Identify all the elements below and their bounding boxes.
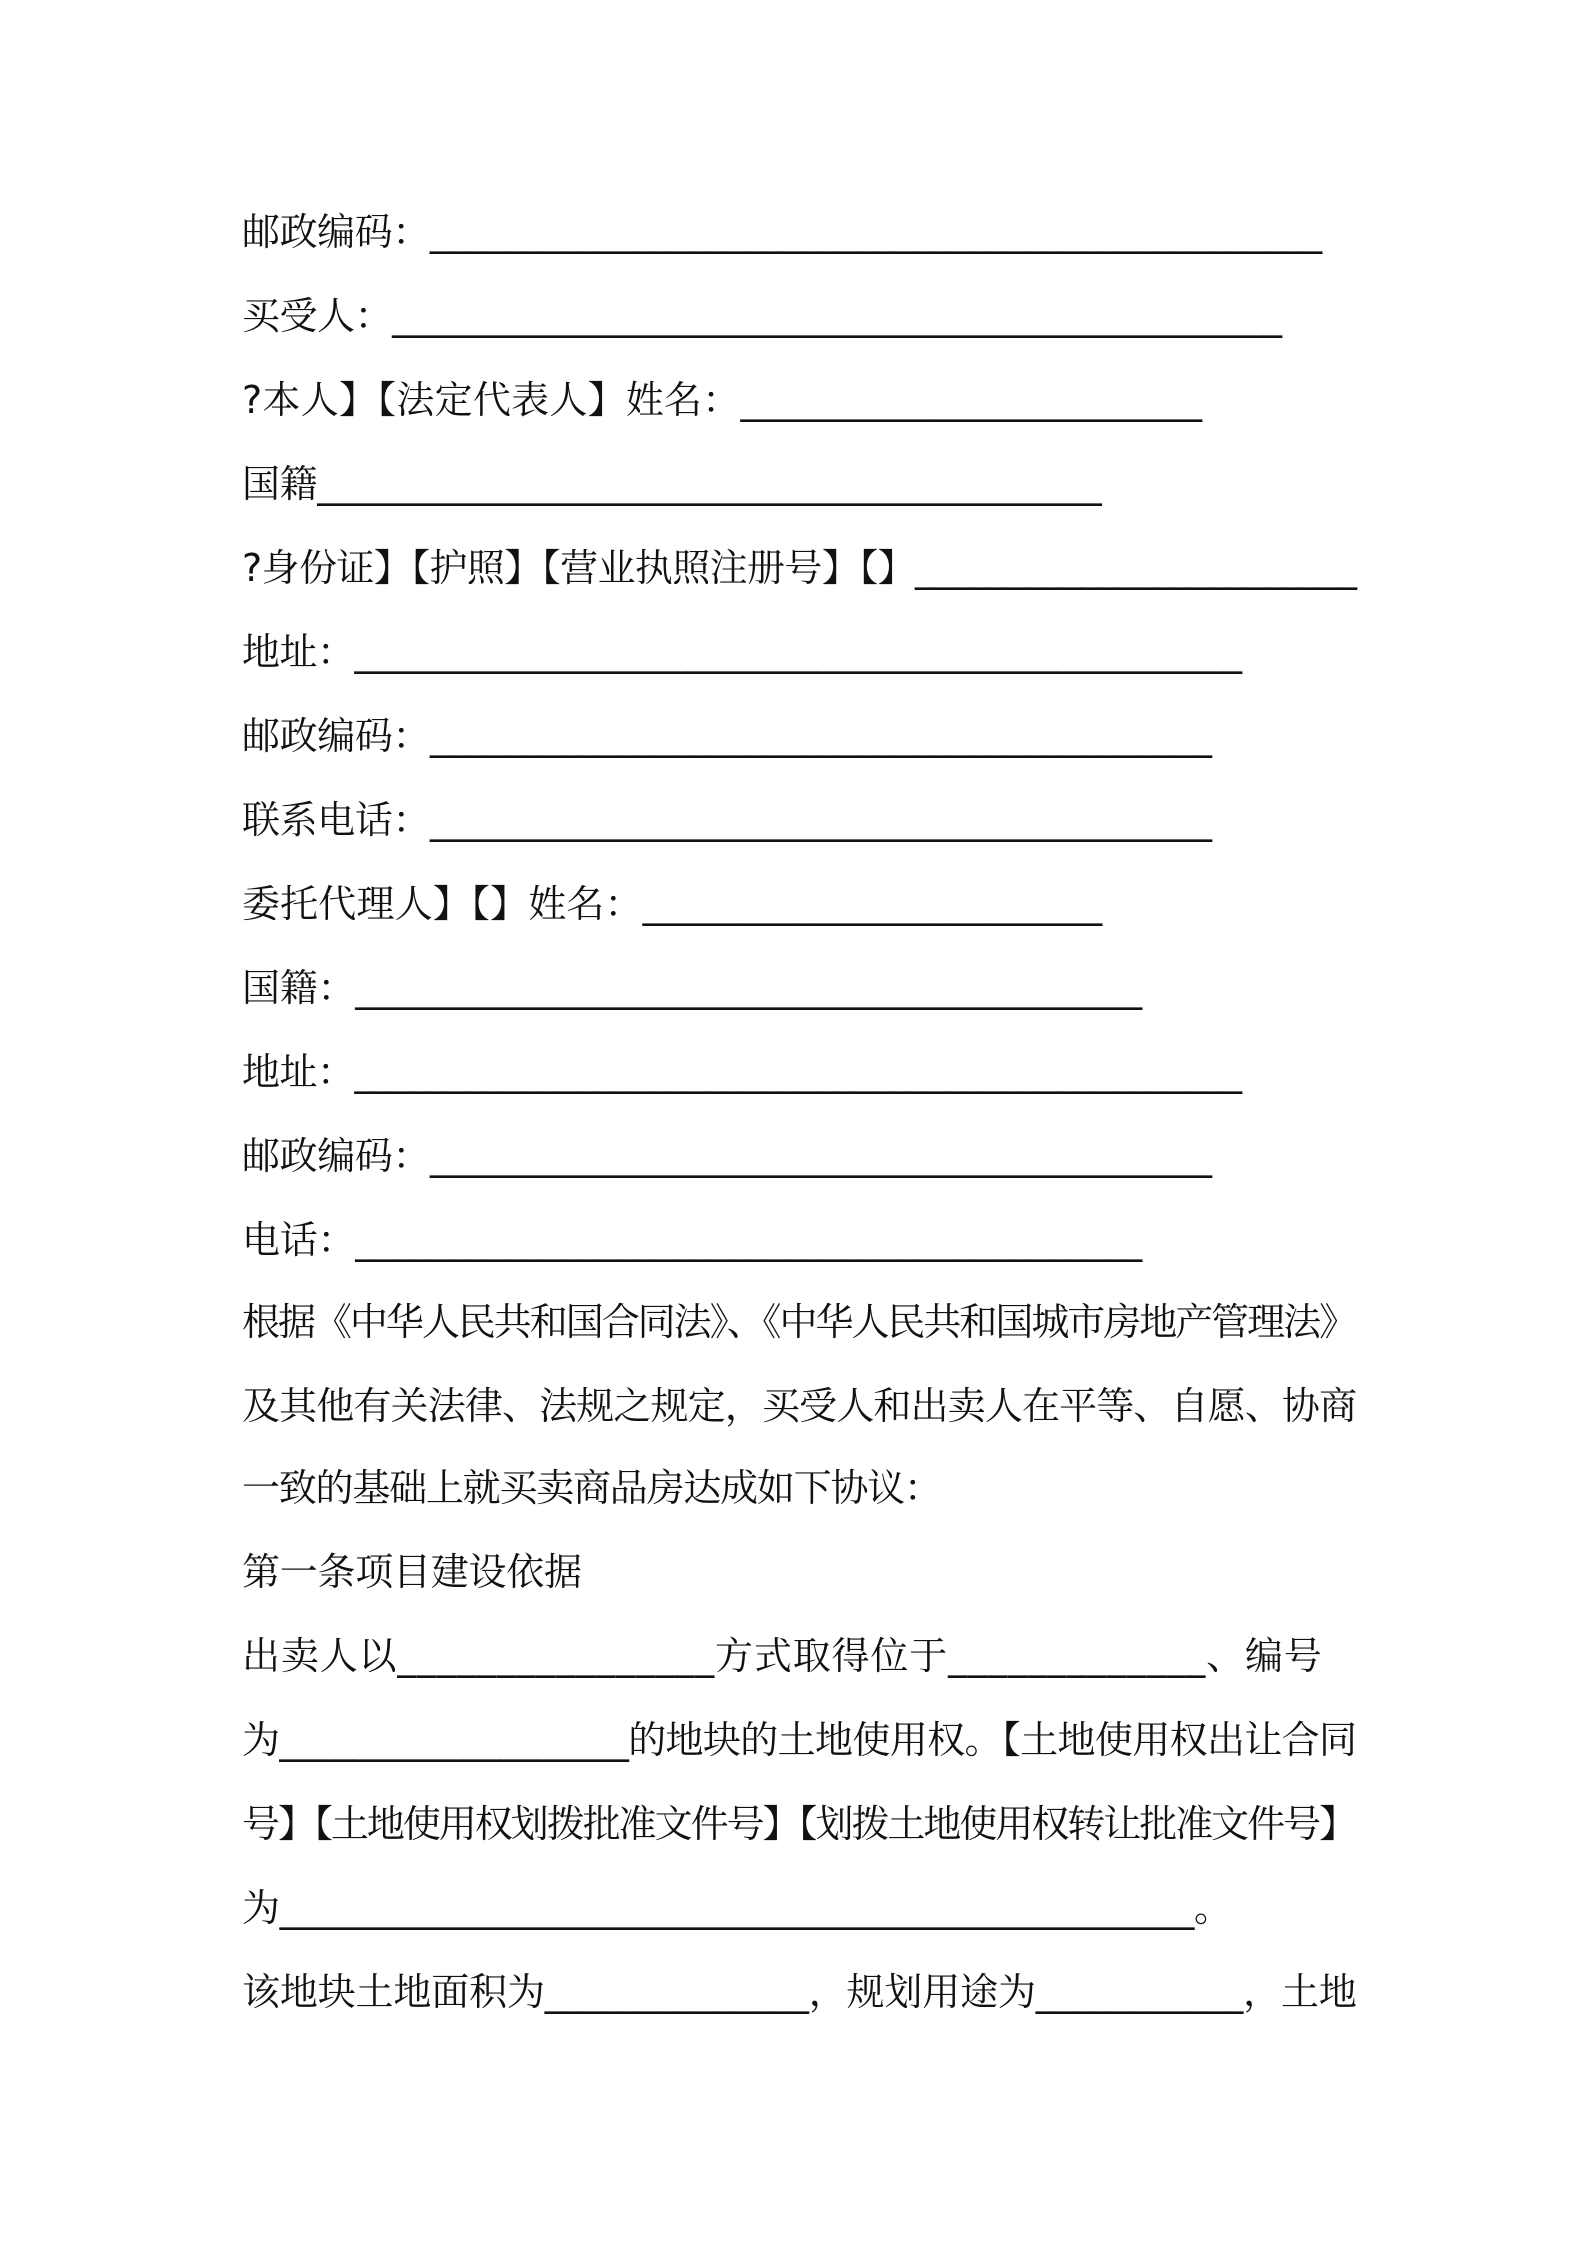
agent-postal-code-line: 邮政编码：__________________________________________ bbox=[242, 1134, 1212, 1178]
buyer-nationality-line: 国籍__________________________________________ bbox=[242, 462, 1102, 506]
buyer-address-line: 地址：________________________________________________ bbox=[242, 630, 1242, 674]
paragraph-line: 一致的基础上就买卖商品房达成如下协议： bbox=[242, 1466, 941, 1510]
article-heading: 第一条项目建设依据 bbox=[242, 1550, 582, 1594]
paragraph-line: 及其他有关法律、法规之规定，买受人和出卖人在平等、自愿、协商 bbox=[242, 1384, 1357, 1428]
buyer-line: 买受人：________________________________________________ bbox=[242, 294, 1282, 338]
agent-phone-line: 电话：__________________________________________ bbox=[242, 1218, 1142, 1262]
buyer-phone-line: 联系电话：__________________________________________ bbox=[242, 798, 1212, 842]
seller-postal-code-line: 邮政编码：________________________________________________ bbox=[242, 210, 1322, 254]
paragraph-line: 为_________________________________________________。 bbox=[242, 1886, 1232, 1930]
paragraph-line: 出卖人以________________方式取得位于_____________、编号 bbox=[242, 1634, 1323, 1678]
buyer-name-line: ?本人】【法定代表人】姓名：________________________ bbox=[242, 378, 1203, 422]
buyer-id-line: ?身份证】【护照】【营业执照注册号】【】________________________ bbox=[242, 546, 1357, 590]
paragraph-line: 为___________________的地块的土地使用权。【土地使用权出让合同 bbox=[242, 1718, 1357, 1762]
agent-nationality-line: 国籍：__________________________________________ bbox=[242, 966, 1142, 1010]
paragraph-line: 该地块土地面积为______________，规划用途为___________，土地 bbox=[242, 1970, 1357, 2014]
agent-address-line: 地址：________________________________________________ bbox=[242, 1050, 1242, 1094]
buyer-postal-code-line: 邮政编码：__________________________________________ bbox=[242, 714, 1212, 758]
paragraph-line: 根据《中华人民共和国合同法》、《中华人民共和国城市房地产管理法》 bbox=[242, 1300, 1356, 1344]
agent-name-line: 委托代理人】【】姓名：________________________ bbox=[242, 882, 1103, 926]
paragraph-line: 号】【土地使用权划拨批准文件号】【划拨土地使用权转让批准文件号】 bbox=[242, 1802, 1356, 1846]
